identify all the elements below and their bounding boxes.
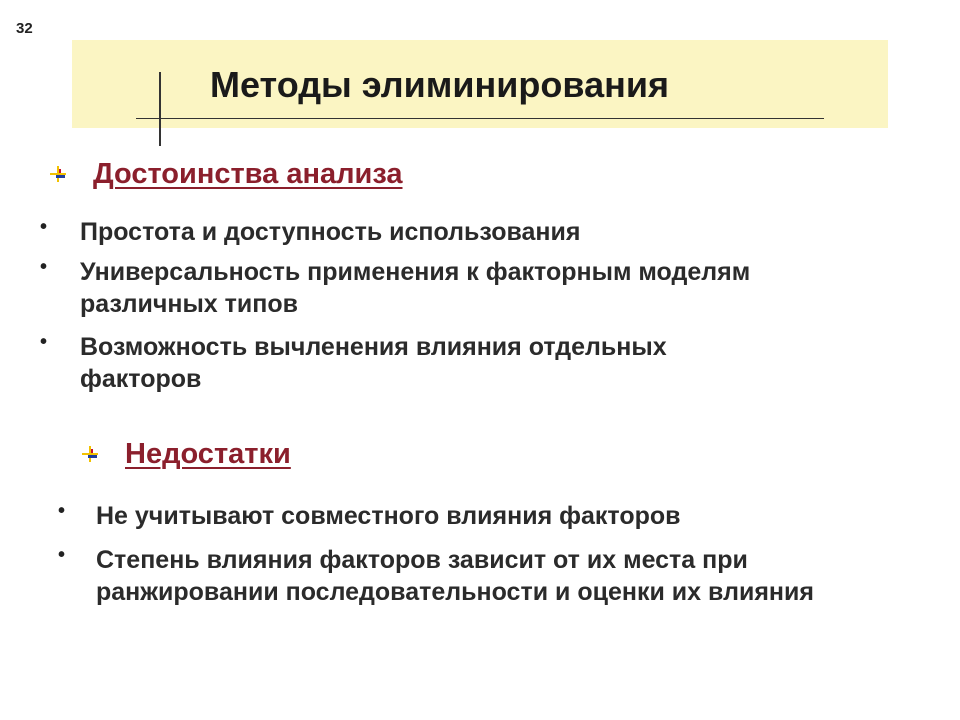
bullet-dot: •	[58, 544, 66, 566]
bullet-dot: •	[40, 331, 48, 353]
bullet-dot: •	[40, 256, 48, 278]
bullet-dot: •	[58, 500, 66, 522]
list-item: Простота и доступность использования	[80, 218, 581, 246]
star-bullet-icon	[82, 446, 98, 462]
title-horizontal-rule	[136, 118, 824, 119]
section-heading-advantages	[50, 158, 510, 198]
section-heading-label: Недостатки	[125, 438, 291, 470]
list-item: Возможность вычленения влияния отдельных факторов	[80, 333, 667, 393]
title-vertical-rule	[159, 72, 161, 146]
section-heading-drawbacks	[82, 438, 382, 478]
list-item: Не учитывают совместного влияния факторов	[96, 502, 681, 530]
section-heading-label: Достоинства анализа	[93, 158, 403, 190]
slide-title: Методы элиминирования	[210, 64, 669, 105]
star-bullet-icon	[50, 166, 66, 182]
slide-number: 32	[16, 20, 33, 37]
list-item: Универсальность применения к факторным моделям различных типов	[80, 258, 751, 318]
list-item: Степень влияния факторов зависит от их места при ранжировании последовательности и оценки их влияния	[96, 546, 814, 606]
bullet-dot: •	[40, 216, 48, 238]
